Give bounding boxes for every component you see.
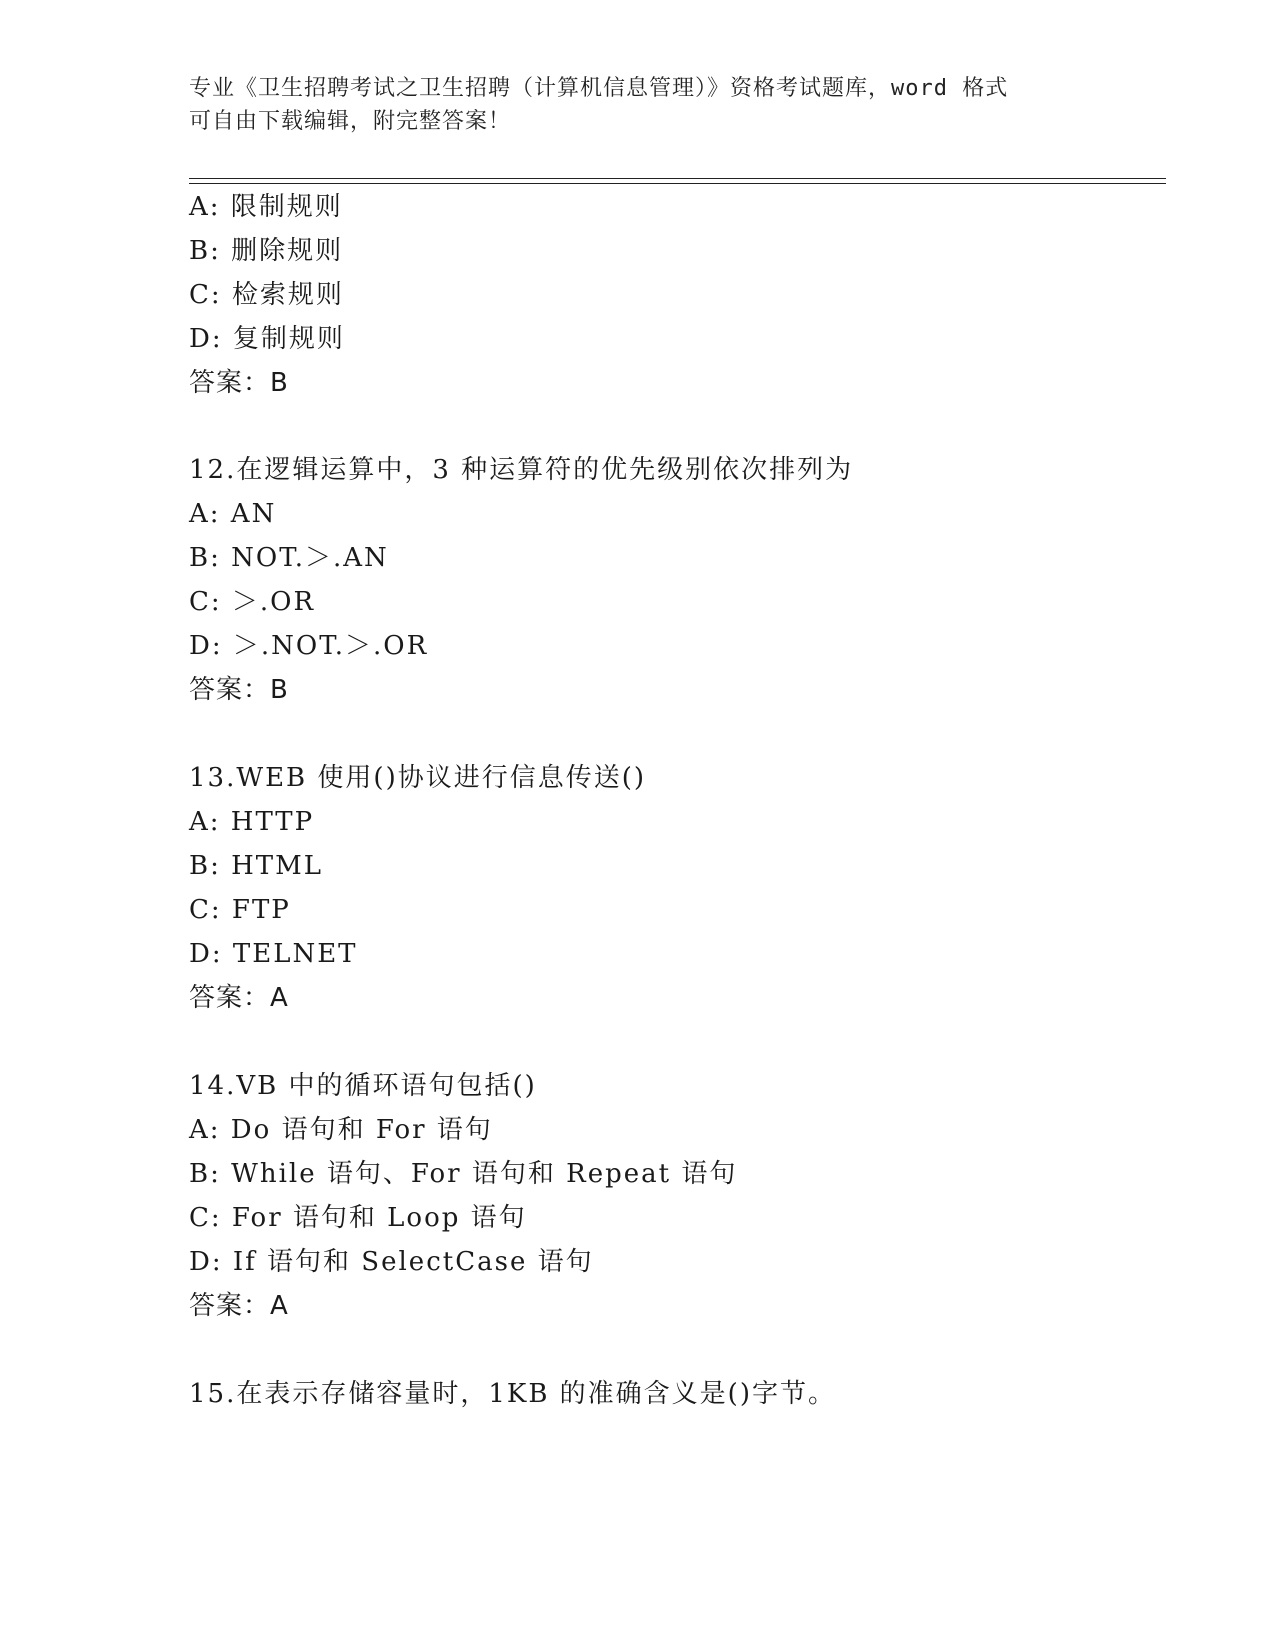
question-15: 15.在表示存储容量时，1KB 的准确含义是()字节。 bbox=[189, 1379, 836, 1409]
answer-line: 答案：A bbox=[189, 1291, 289, 1321]
header-line-1: 专业《卫生招聘考试之卫生招聘（计算机信息管理）》资格考试题库，word 格式 bbox=[189, 76, 1009, 101]
option-c: C: For 语句和 Loop 语句 bbox=[189, 1203, 527, 1233]
document-header bbox=[189, 72, 1089, 138]
option-b: B: HTML bbox=[189, 851, 324, 881]
option-d: D: ＞.NOT.＞.OR bbox=[189, 631, 429, 661]
option-b: B: 删除规则 bbox=[189, 236, 344, 266]
answer-line: 答案：B bbox=[189, 368, 289, 398]
option-c: C: 检索规则 bbox=[189, 280, 344, 310]
question-13: 13.WEB 使用()协议进行信息传送() bbox=[189, 763, 646, 793]
option-b: B: While 语句、For 语句和 Repeat 语句 bbox=[189, 1159, 738, 1189]
option-a: A: Do 语句和 For 语句 bbox=[189, 1115, 493, 1145]
option-b: B: NOT.＞.AN bbox=[189, 543, 389, 573]
answer-line: 答案：B bbox=[189, 675, 289, 705]
answer-line: 答案：A bbox=[189, 983, 289, 1013]
option-a: A: HTTP bbox=[189, 807, 315, 837]
header-line-2: 可自由下载编辑，附完整答案！ bbox=[189, 109, 512, 134]
option-d: D: TELNET bbox=[189, 939, 358, 969]
option-c: C: ＞.OR bbox=[189, 587, 316, 617]
option-d: D: If 语句和 SelectCase 语句 bbox=[189, 1247, 594, 1277]
question-14: 14.VB 中的循环语句包括() bbox=[189, 1071, 537, 1101]
header-divider-bottom bbox=[189, 183, 1166, 184]
option-c: C: FTP bbox=[189, 895, 291, 925]
header-divider-top bbox=[189, 178, 1166, 179]
option-a: A: 限制规则 bbox=[189, 192, 343, 222]
option-a: A: AN bbox=[189, 499, 277, 529]
option-d: D: 复制规则 bbox=[189, 324, 345, 354]
question-12: 12.在逻辑运算中，3 种运算符的优先级别依次排列为 bbox=[189, 455, 854, 485]
